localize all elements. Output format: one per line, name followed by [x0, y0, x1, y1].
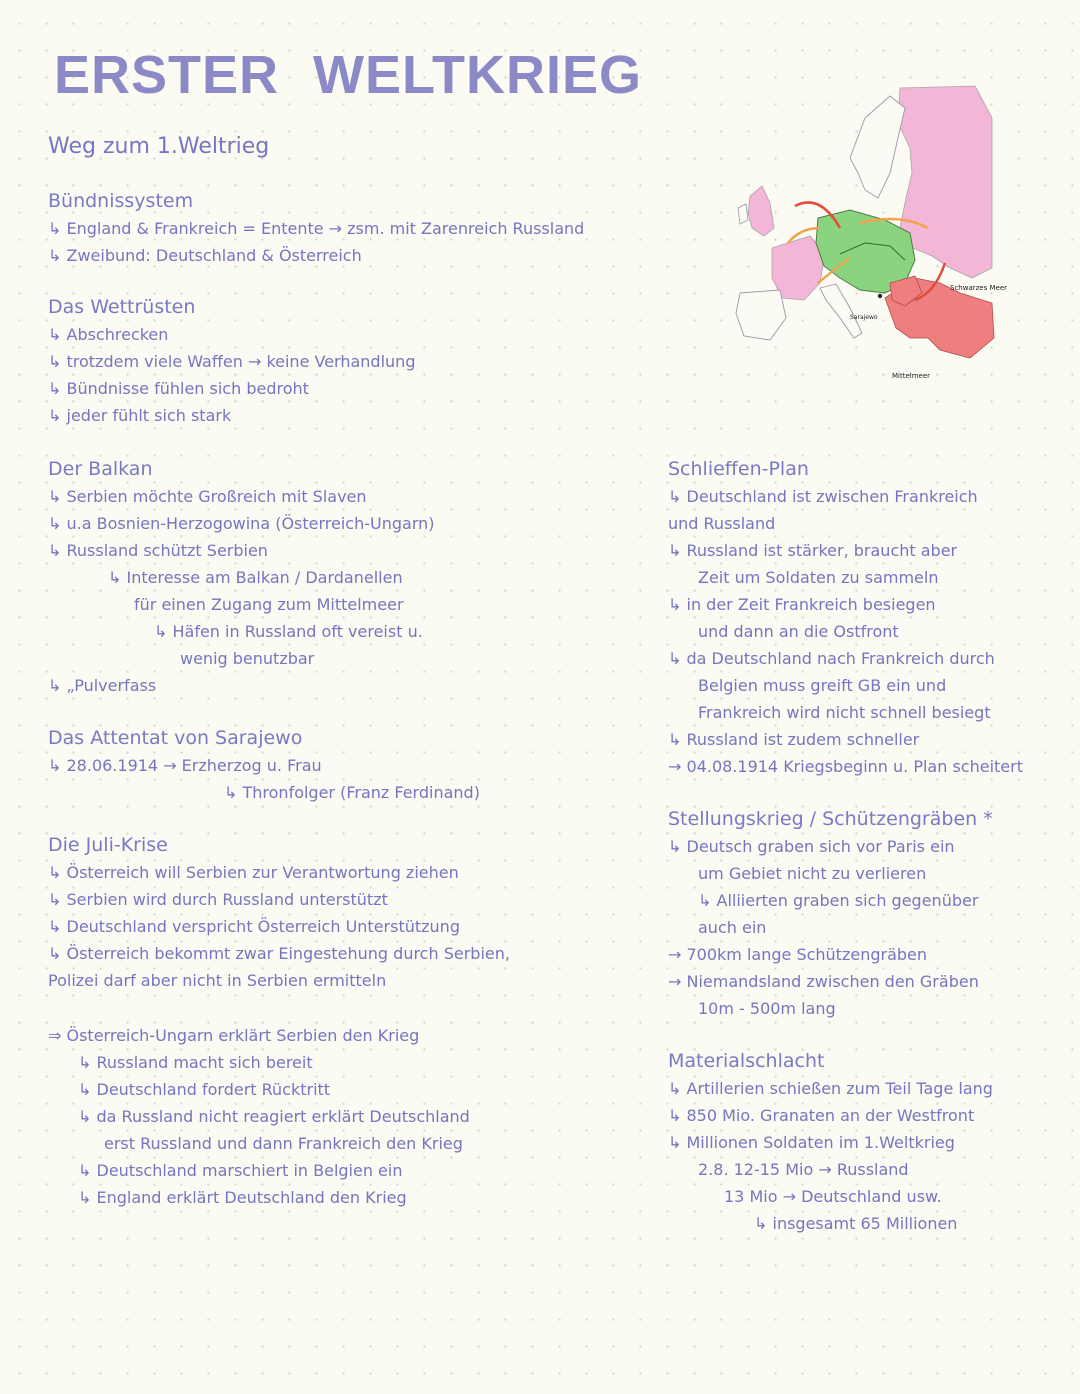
- section-heading: Schlieffen-Plan: [668, 458, 809, 480]
- note-line: und Russland: [668, 514, 776, 533]
- note-line: ↳ Serbien wird durch Russland unterstützt: [48, 890, 388, 909]
- section-heading: Stellungskrieg / Schützengräben *: [668, 808, 993, 830]
- subtitle: Weg zum 1.Weltrieg: [48, 134, 270, 159]
- section-julikrise: [48, 832, 510, 994]
- note-line: Polizei darf aber nicht in Serbien ermitteln: [48, 971, 387, 990]
- note-line: ↳ Österreich bekommt zwar Eingestehung durch Serbien,: [48, 944, 510, 963]
- note-line: ↳ Interesse am Balkan / Dardanellen: [108, 568, 403, 587]
- note-line: ↳ Abschrecken: [48, 325, 169, 344]
- section-heading: Das Wettrüsten: [48, 296, 196, 318]
- section-balkan: [48, 456, 435, 699]
- note-line: ↳ Russland schützt Serbien: [48, 541, 268, 560]
- section-schlieffen-plan: [668, 456, 1023, 780]
- note-line: ↳ Millionen Soldaten im 1.Weltkrieg: [668, 1133, 955, 1152]
- note-line: ↳ jeder fühlt sich stark: [48, 406, 232, 425]
- section-heading: Bündnissystem: [48, 190, 194, 212]
- page-title: [54, 44, 642, 106]
- note-line: ↳ „Pulverfass: [48, 676, 157, 695]
- note-line: → Niemandsland zwischen den Gräben: [668, 972, 979, 991]
- note-line: ↳ Russland ist stärker, braucht aber: [668, 541, 958, 560]
- note-line: ↳ u.a Bosnien-Herzogowina (Österreich-Ungarn): [48, 514, 435, 533]
- note-line: 2.8. 12-15 Mio → Russland: [698, 1160, 909, 1179]
- note-line: ↳ Zweibund: Deutschland & Österreich: [48, 246, 362, 265]
- section-heading: Das Attentat von Sarajewo: [48, 727, 303, 749]
- section-heading: Die Juli-Krise: [48, 834, 168, 856]
- note-line: ↳ Artillerien schießen zum Teil Tage lang: [668, 1079, 993, 1098]
- britain-region: [748, 186, 774, 236]
- note-line: ⇒ Österreich-Ungarn erklärt Serbien den Krieg: [48, 1026, 420, 1045]
- title-word-2: WELTKRIEG: [313, 45, 643, 105]
- note-line: auch ein: [698, 918, 767, 937]
- note-line: ↳ trotzdem viele Waffen → keine Verhandlung: [48, 352, 416, 371]
- italy-outline: [820, 284, 862, 338]
- label-sarajevo: Sarajewo: [850, 314, 878, 321]
- title-word-1: ERSTER: [54, 45, 280, 105]
- note-line: ↳ Russland macht sich bereit: [78, 1053, 313, 1072]
- note-line: ↳ da Deutschland nach Frankreich durch: [668, 649, 995, 668]
- section-heading: Der Balkan: [48, 458, 153, 480]
- note-line: ↳ Deutschland fordert Rücktritt: [78, 1080, 331, 1099]
- note-line: ↳ da Russland nicht reagiert erklärt Deutschland: [78, 1107, 470, 1126]
- sarajevo-marker: [878, 294, 882, 298]
- ireland-outline: [738, 204, 748, 224]
- note-line: um Gebiet nicht zu verlieren: [698, 864, 927, 883]
- note-line: Frankreich wird nicht schnell besiegt: [698, 703, 991, 722]
- note-line: ↳ England erklärt Deutschland den Krieg: [78, 1188, 407, 1207]
- note-line: ↳ Häfen in Russland oft vereist u.: [154, 622, 423, 641]
- note-line: ↳ Österreich will Serbien zur Verantwortung ziehen: [48, 863, 459, 882]
- section-heading: Materialschlacht: [668, 1050, 825, 1072]
- note-line: ↳ Deutschland verspricht Österreich Unterstützung: [48, 917, 460, 936]
- note-line: 10m - 500m lang: [698, 999, 836, 1018]
- note-line: ↳ 28.06.1914 → Erzherzog u. Frau: [48, 756, 322, 775]
- note-line: erst Russland und dann Frankreich den Krieg: [104, 1134, 463, 1153]
- note-line: und dann an die Ostfront: [698, 622, 899, 641]
- note-line: ↳ Thronfolger (Franz Ferdinand): [224, 783, 480, 802]
- section-attentat: [48, 725, 480, 806]
- note-line: für einen Zugang zum Mittelmeer: [134, 595, 404, 614]
- note-line: Belgien muss greift GB ein und: [698, 676, 947, 695]
- europe-map: [700, 78, 1008, 388]
- note-line: 13 Mio → Deutschland usw.: [724, 1187, 942, 1206]
- note-line: ↳ insgesamt 65 Millionen: [754, 1214, 958, 1233]
- note-line: ↳ 850 Mio. Granaten an der Westfront: [668, 1106, 975, 1125]
- note-line: ↳ England & Frankreich = Entente → zsm. mit Zarenreich Russland: [48, 219, 585, 238]
- section-wettruesten: [48, 294, 415, 429]
- note-line: ↳ Deutschland ist zwischen Frankreich: [668, 487, 978, 506]
- note-line: → 700km lange Schützengräben: [668, 945, 928, 964]
- section-buendnissystem: [48, 188, 584, 269]
- note-line: ↳ in der Zeit Frankreich besiegen: [668, 595, 936, 614]
- iberia-outline: [736, 290, 786, 340]
- note-line: Zeit um Soldaten zu sammeln: [698, 568, 939, 587]
- section-materialschlacht: [668, 1048, 993, 1237]
- scandinavia-outline: [850, 96, 905, 198]
- label-black-sea: Schwarzes Meer: [950, 284, 1008, 292]
- section-kriegserklaerung: [48, 1022, 470, 1211]
- note-line: ↳ Deutschland marschiert in Belgien ein: [78, 1161, 403, 1180]
- note-line: ↳ Deutsch graben sich vor Paris ein: [668, 837, 955, 856]
- note-line: ↳ Alliierten graben sich gegenüber: [698, 891, 979, 910]
- note-line: ↳ Bündnisse fühlen sich bedroht: [48, 379, 309, 398]
- note-line: → 04.08.1914 Kriegsbeginn u. Plan scheitert: [668, 757, 1023, 776]
- note-line: wenig benutzbar: [180, 649, 315, 668]
- section-stellungskrieg: [668, 806, 993, 1022]
- note-line: ↳ Serbien möchte Großreich mit Slaven: [48, 487, 367, 506]
- note-line: ↳ Russland ist zudem schneller: [668, 730, 920, 749]
- label-mediterranean: Mittelmeer: [892, 372, 931, 380]
